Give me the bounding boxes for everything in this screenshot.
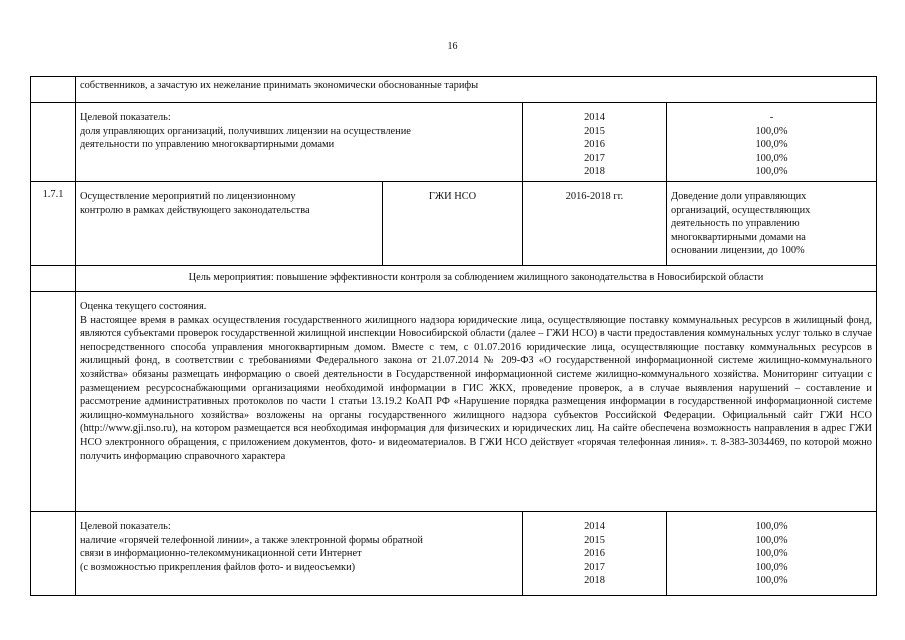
value: 100,0% — [755, 152, 788, 164]
number-cell-empty — [31, 291, 76, 511]
year: 2014 — [584, 112, 605, 123]
measure-result — [667, 181, 877, 265]
measure-result-line: Доведение доли управляющих — [671, 190, 807, 202]
number-cell-empty — [31, 103, 76, 182]
target-2-line: наличие «горячей телефонной линии», а также электронной формы обратной — [80, 534, 423, 546]
measure-result-line: основании лицензии, до 100% — [671, 245, 805, 257]
status-title: Оценка текущего состояния. — [80, 300, 207, 312]
table-row-intro — [31, 77, 877, 103]
table-row-target-2 — [31, 511, 877, 595]
value: 100,0% — [755, 520, 788, 532]
value: 100,0% — [755, 561, 788, 573]
value: 100,0% — [755, 125, 788, 137]
year: 2018 — [584, 575, 605, 587]
measure-number: 1.7.1 — [31, 181, 76, 265]
table-row-status — [31, 291, 877, 511]
year: 2018 — [584, 166, 605, 178]
target-1-description — [76, 103, 523, 182]
measure-name-line: Осуществление мероприятий по лицензионному — [80, 190, 296, 202]
measure-executor: ГЖИ НСО — [383, 181, 523, 265]
table-row-goal — [31, 265, 877, 291]
target-2-line: связи в информационно-телекоммуникационной сети Интернет — [80, 548, 362, 560]
target-2-description — [76, 511, 523, 595]
year: 2016 — [584, 548, 605, 560]
number-cell-empty — [31, 511, 76, 595]
value: 100,0% — [755, 534, 788, 546]
year: 2016 — [584, 139, 605, 151]
value: 100,0% — [755, 139, 788, 151]
number-cell-empty — [31, 265, 76, 291]
program-table — [30, 76, 877, 596]
measure-result-line: организаций, осуществляющих — [671, 204, 811, 216]
measure-name-line: контролю в рамках действующего законодательства — [80, 204, 310, 216]
target-2-values — [667, 511, 877, 595]
value: 100,0% — [755, 166, 788, 178]
intro-text: собственников, а зачастую их нежелание принимать экономически обоснованные тарифы — [76, 77, 877, 103]
status-paragraph: В настоящее время в рамках осуществления государственного жилищного надзора юридические лица, осуществляющие поставку коммунальных ресурсов в жилищный фонд, являются субъектами проверок государственной жилищной инспекции Новосибирской области (далее – ГЖИ НСО) в части предоставления коммунальных услуг только в случае непосредственного способа управления многоквартирным домом. Вместе с тем, с 01.07.2016 юридические лица, осуществляющие поставку коммунальных ресурсов в жилищный фонд, в соответствии с требованиями Федерального закона от 21.07.2014 № 209-ФЗ «О государственной информационной системе жилищно-коммунального хозяйства» обязаны размещать информацию о своей деятельности в Государственной информационной системе жилищно-коммунального хозяйства. Мониторинг ситуации с размещением ресурсоснабжающими организациями необходимой информации в ГИС ЖКХ, проведение проверок, а в случае выявления нарушений – составление и рассмотрение административных протоколов по части 1 статьи 13.19.2 КоАП РФ «Нарушение порядка размещения информации в государственной информационной системе жилищно-коммунального хозяйства» возложены на органы государственного жилищного надзора субъектов Российской Федерации. Официальный сайт ГЖИ НСО (http://www.gji.nso.ru), на котором размещается вся необходимая информация для физических и юридических лиц. На сайте обеспечена возможность направления в адрес ГЖИ НСО электронного обращения, с приложением документов, фото- и видеоматериалов. В ГЖИ НСО действует «горячая телефонная линия». т. 8-383-3034469, по которой можно получить информацию справочного характера — [80, 314, 872, 462]
number-cell-empty — [31, 77, 76, 103]
measure-result-line: деятельность по управлению — [671, 218, 800, 230]
table-row-measure — [31, 181, 877, 265]
measure-period: 2016-2018 гг. — [523, 181, 667, 265]
goal-text: Цель мероприятия: повышение эффективности контроля за соблюдением жилищного законодательства в Новосибирской области — [76, 265, 877, 291]
year: 2017 — [584, 152, 605, 164]
target-1-years — [523, 103, 667, 182]
year: 2014 — [584, 520, 605, 532]
value: 100,0% — [755, 548, 788, 560]
measure-result-line: многоквартирными домами на — [671, 231, 806, 243]
value: 100,0% — [755, 575, 788, 587]
year: 2015 — [584, 125, 605, 137]
target-1-line: деятельности по управлению многоквартирными домами — [80, 139, 335, 151]
page-number: 16 — [447, 41, 458, 52]
measure-name — [76, 181, 383, 265]
year: 2017 — [584, 561, 605, 573]
target-1-title: Целевой показатель: — [80, 112, 171, 123]
value: - — [769, 112, 774, 123]
target-2-line: (с возможностью прикрепления файлов фото- и видеосъемки) — [80, 561, 356, 573]
status-block — [76, 291, 877, 511]
target-1-line: доля управляющих организаций, получивших лицензии на осуществление — [80, 125, 411, 137]
table-row-target-1 — [31, 103, 877, 182]
target-2-years — [523, 511, 667, 595]
target-1-values — [667, 103, 877, 182]
year: 2015 — [584, 534, 605, 546]
target-2-title: Целевой показатель: — [80, 520, 171, 532]
